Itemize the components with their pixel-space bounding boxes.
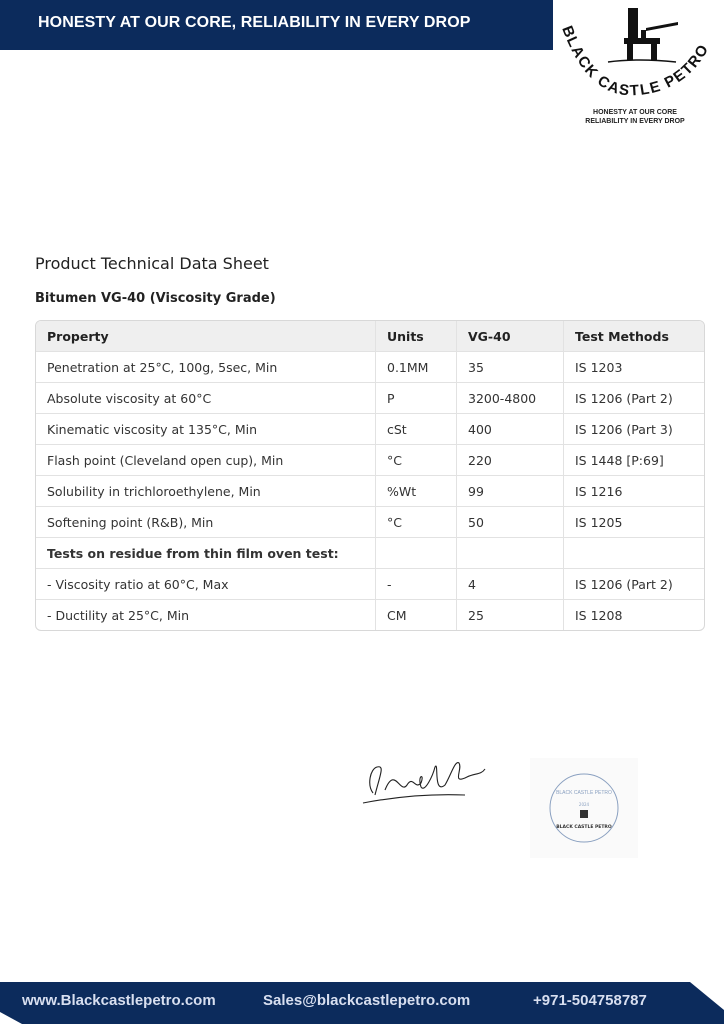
col-property: Property — [36, 321, 376, 352]
cell-units: P — [376, 383, 457, 414]
cell-property: Softening point (R&B), Min — [36, 507, 376, 538]
cell-test-method: IS 1203 — [564, 352, 704, 383]
footer-phone[interactable]: +971-504758787 — [533, 992, 647, 1009]
cell-test-method: IS 1206 (Part 3) — [564, 414, 704, 445]
cell-value: 3200-4800 — [457, 383, 564, 414]
cell-units — [376, 538, 457, 569]
cell-units: °C — [376, 507, 457, 538]
col-units: Units — [376, 321, 457, 352]
product-subtitle: Bitumen VG-40 (Viscosity Grade) — [35, 291, 276, 306]
spec-table — [35, 320, 705, 631]
col-grade: VG-40 — [457, 321, 564, 352]
cell-test-method: IS 1216 — [564, 476, 704, 507]
footer-email[interactable]: Sales@blackcastlepetro.com — [263, 992, 471, 1009]
header-slogan: HONESTY AT OUR CORE, RELIABILITY IN EVERY DROP — [38, 14, 471, 31]
header-banner — [0, 0, 553, 50]
footer — [0, 982, 724, 1024]
logo-tagline — [560, 108, 710, 126]
cell-value: 220 — [457, 445, 564, 476]
table-header-row — [36, 321, 704, 352]
footer-website[interactable]: www.Blackcastlepetro.com — [22, 992, 216, 1009]
svg-text:2024: 2024 — [578, 802, 590, 807]
cell-test-method: IS 1206 (Part 2) — [564, 383, 704, 414]
cell-units: %Wt — [376, 476, 457, 507]
cell-test-method — [564, 538, 704, 569]
table-row — [36, 476, 704, 507]
table-row — [36, 445, 704, 476]
cell-value — [457, 538, 564, 569]
cell-property: Tests on residue from thin film oven test: — [36, 538, 376, 569]
cell-property: Penetration at 25°C, 100g, 5sec, Min — [36, 352, 376, 383]
table-row — [36, 569, 704, 600]
signature — [355, 755, 495, 810]
cell-test-method: IS 1205 — [564, 507, 704, 538]
cell-value: 25 — [457, 600, 564, 630]
cell-value: 35 — [457, 352, 564, 383]
svg-text:BLACK CASTLE PETRO: BLACK CASTLE PETRO — [558, 23, 713, 100]
cell-test-method: IS 1208 — [575, 607, 623, 623]
table-row — [36, 538, 704, 569]
col-test-methods: Test Methods — [564, 321, 704, 352]
page-title: Product Technical Data Sheet — [35, 254, 269, 273]
company-seal — [530, 758, 638, 858]
cell-property: Solubility in trichloroethylene, Min — [36, 476, 376, 507]
cell-value: 4 — [457, 569, 564, 600]
table-row — [36, 600, 704, 630]
cell-property: Flash point (Cleveland open cup), Min — [36, 445, 376, 476]
cell-property: - Viscosity ratio at 60°C, Max — [36, 569, 376, 600]
cell-units: °C — [376, 445, 457, 476]
svg-text:BLACK CASTLE PETRO: BLACK CASTLE PETRO — [556, 790, 612, 796]
table-row — [36, 414, 704, 445]
cell-units: 0.1MM — [376, 352, 457, 383]
cell-units: CM — [376, 600, 457, 630]
oil-rig-icon — [608, 8, 678, 62]
cell-property: Absolute viscosity at 60°C — [36, 383, 376, 414]
cell-property: - Ductility at 25°C, Min — [36, 600, 376, 630]
cell-units: cSt — [376, 414, 457, 445]
tagline-line-2: RELIABILITY IN EVERY DROP — [585, 118, 685, 125]
svg-text:BLACK CASTLE PETRO: BLACK CASTLE PETRO — [556, 825, 612, 830]
cell-value: 99 — [457, 476, 564, 507]
table-row — [36, 352, 704, 383]
table-row — [36, 507, 704, 538]
cell-test-method: IS 1206 (Part 2) — [564, 569, 704, 600]
cell-value: 50 — [457, 507, 564, 538]
cell-test-method: IS 1448 [P:69] — [564, 445, 704, 476]
cell-units: - — [376, 569, 457, 600]
tagline-line-1: HONESTY AT OUR CORE — [593, 109, 677, 116]
cell-value: 400 — [457, 414, 564, 445]
table-row — [36, 383, 704, 414]
cell-property: Kinematic viscosity at 135°C, Min — [36, 414, 376, 445]
